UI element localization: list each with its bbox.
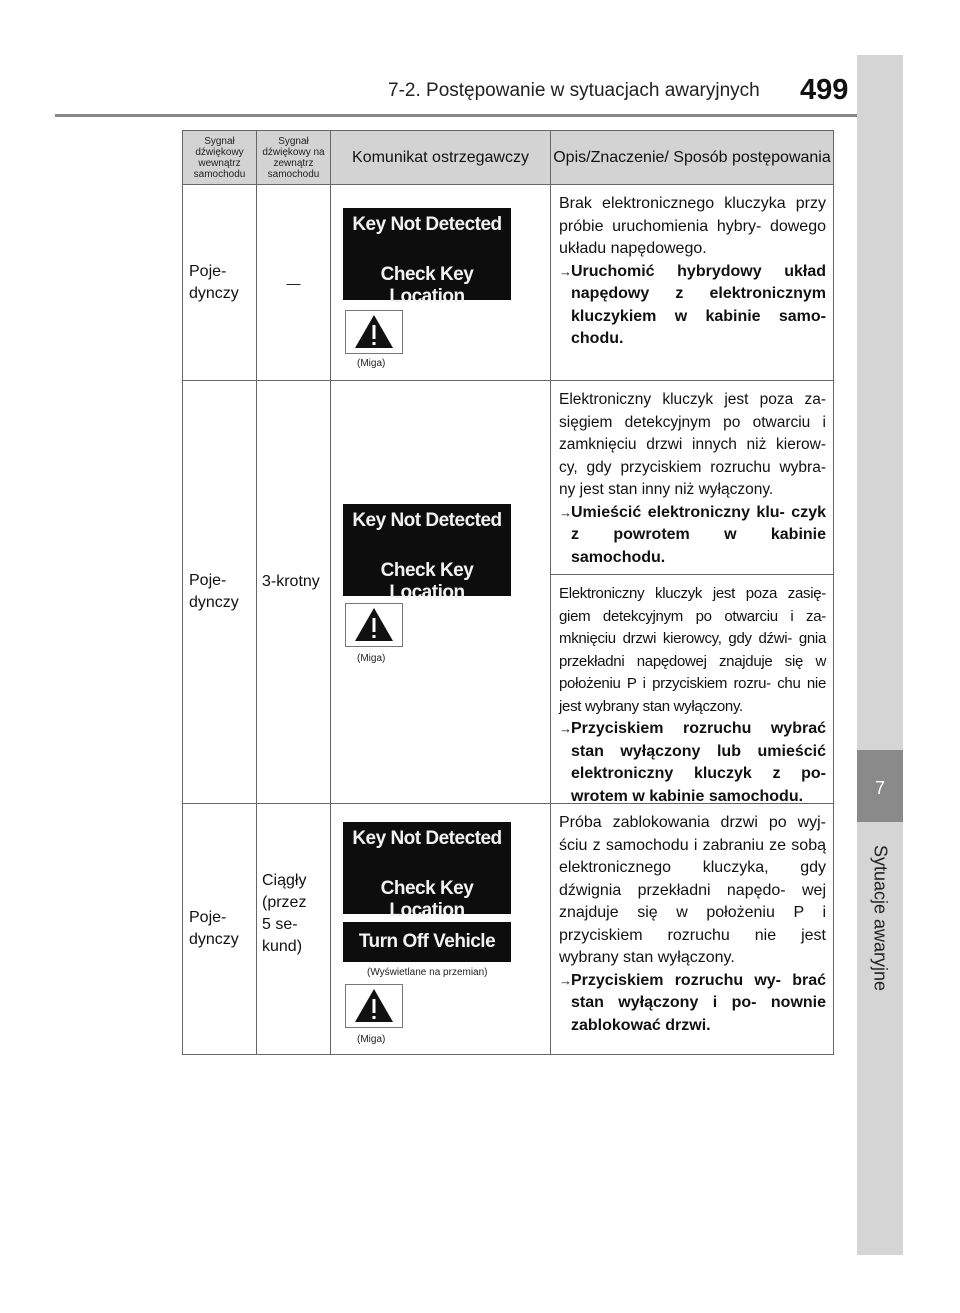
alternating-caption: (Wyświetlane na przemian) <box>367 967 488 978</box>
msg-check-key-location: Check Key Location <box>380 264 474 307</box>
description-text: Elektroniczny kluczyk jest poza za- sięgiem detekcyjnym po otwarciu i zamknięciu drzwi innych niż kierow- cy, gdy przyciskiem rozruchu wybra- ny jest stan inny niż wyłączony. <box>559 391 826 498</box>
msg-key-not-detected: Key Not Detected <box>352 214 502 235</box>
page-header <box>0 0 960 120</box>
page-number: 499 <box>800 74 849 106</box>
row3-inside-buzzer <box>182 803 257 1055</box>
description-text: Próba zablokowania drzwi po wyj- ściu z samochodu i zabraniu ze sobą elektronicznego kluczyka, gdy dźwignia przekładni napędo- wej znajduje się w położeniu P i przyciskiem rozruchu nie jest wybrany stan wyłączony. <box>559 814 826 966</box>
action-text: Przyciskiem rozruchu wy- brać stan wyłączony i po- nownie zablokować drzwi. <box>571 971 826 1034</box>
row2-warning-display <box>330 380 551 804</box>
arrow-icon: → <box>559 504 572 520</box>
row2-outside-text: 3-krotny <box>262 573 320 590</box>
side-strip <box>857 55 903 1255</box>
row1-inside-text: Poje- dynczy <box>189 262 239 302</box>
header-outside-buzzer: Sygnał dźwiękowy na zewnątrz samochodu <box>256 130 331 185</box>
blink-caption: (Miga) <box>357 653 386 664</box>
chapter-tab <box>857 750 903 822</box>
msg-key-not-detected: Key Not Detected <box>352 510 502 531</box>
chapter-number: 7 <box>874 778 885 798</box>
action-step <box>559 502 826 570</box>
msg-check-key-location: Check Key Location <box>380 878 474 921</box>
row2-inside-text: Poje- dynczy <box>189 572 239 611</box>
action-text: Uruchomić hybrydowy układ napędowy z elektronicznym kluczykiem w kabinie samo- chodu. <box>571 262 826 347</box>
row1-warning-display <box>330 184 551 381</box>
action-step <box>559 718 826 808</box>
action-step <box>559 970 826 1038</box>
row2-description-b <box>550 574 834 804</box>
row3-description <box>550 803 834 1055</box>
multi-info-display <box>343 208 511 307</box>
section-title: 7-2. Postępowanie w sytuacjach awaryjnych <box>388 80 760 101</box>
warning-triangle-icon <box>345 603 403 647</box>
blink-caption: (Miga) <box>357 1034 386 1045</box>
arrow-icon: → <box>559 263 572 279</box>
header-warning-message: Komunikat ostrzegawczy <box>330 130 551 185</box>
header-divider <box>55 114 858 117</box>
arrow-icon: → <box>559 972 572 988</box>
row2-description-a <box>550 380 834 575</box>
header-description: Opis/Znaczenie/ Sposób postępowania <box>550 130 834 185</box>
warning-triangle-icon <box>345 984 403 1028</box>
row1-inside-buzzer <box>182 184 257 381</box>
multi-info-display <box>343 822 511 921</box>
row1-outside-text: — <box>286 274 301 291</box>
row1-description <box>550 184 834 381</box>
msg-turn-off-vehicle: Turn Off Vehicle <box>343 922 511 962</box>
arrow-icon: → <box>559 721 572 736</box>
row3-inside-text: Poje- dynczy <box>189 909 239 948</box>
action-text: Umieścić elektroniczny klu- czyk z powrotem w kabinie samochodu. <box>571 503 826 566</box>
row2-inside-buzzer <box>182 380 257 804</box>
row3-warning-display <box>330 803 551 1055</box>
multi-info-display <box>343 504 511 603</box>
row3-outside-buzzer <box>256 803 331 1055</box>
warning-triangle-icon <box>345 310 403 354</box>
row3-outside-text: Ciągły (przez 5 se- kund) <box>262 872 307 955</box>
row1-outside-buzzer <box>256 184 331 381</box>
msg-check-key-location: Check Key Location <box>380 560 474 603</box>
description-text: Brak elektronicznego kluczyka przy próbie uruchomienia hybry- dowego układu napędowego. <box>559 195 826 257</box>
action-text: Przyciskiem rozruchu wybrać stan wyłączony lub umieścić elektroniczny kluczyk z po- wrotem w kabinie samochodu. <box>571 720 826 805</box>
msg-key-not-detected: Key Not Detected <box>352 828 502 849</box>
blink-caption: (Miga) <box>357 358 386 369</box>
row2-outside-buzzer <box>256 380 331 804</box>
description-text: Elektroniczny kluczyk jest poza zasię- giem detekcyjnym po otwarciu i za- mknięciu drzwi kierowcy, gdy dźwi- gnia przekładni napędowej znajduje się w położeniu P i przyciskiem rozru- chu nie jest wybrany stan wyłączony. <box>559 585 826 715</box>
action-step <box>559 261 826 351</box>
header-inside-buzzer: Sygnał dźwiękowy wewnątrz samochodu <box>182 130 257 185</box>
chapter-label: Sytuacje awaryjne <box>870 844 891 992</box>
